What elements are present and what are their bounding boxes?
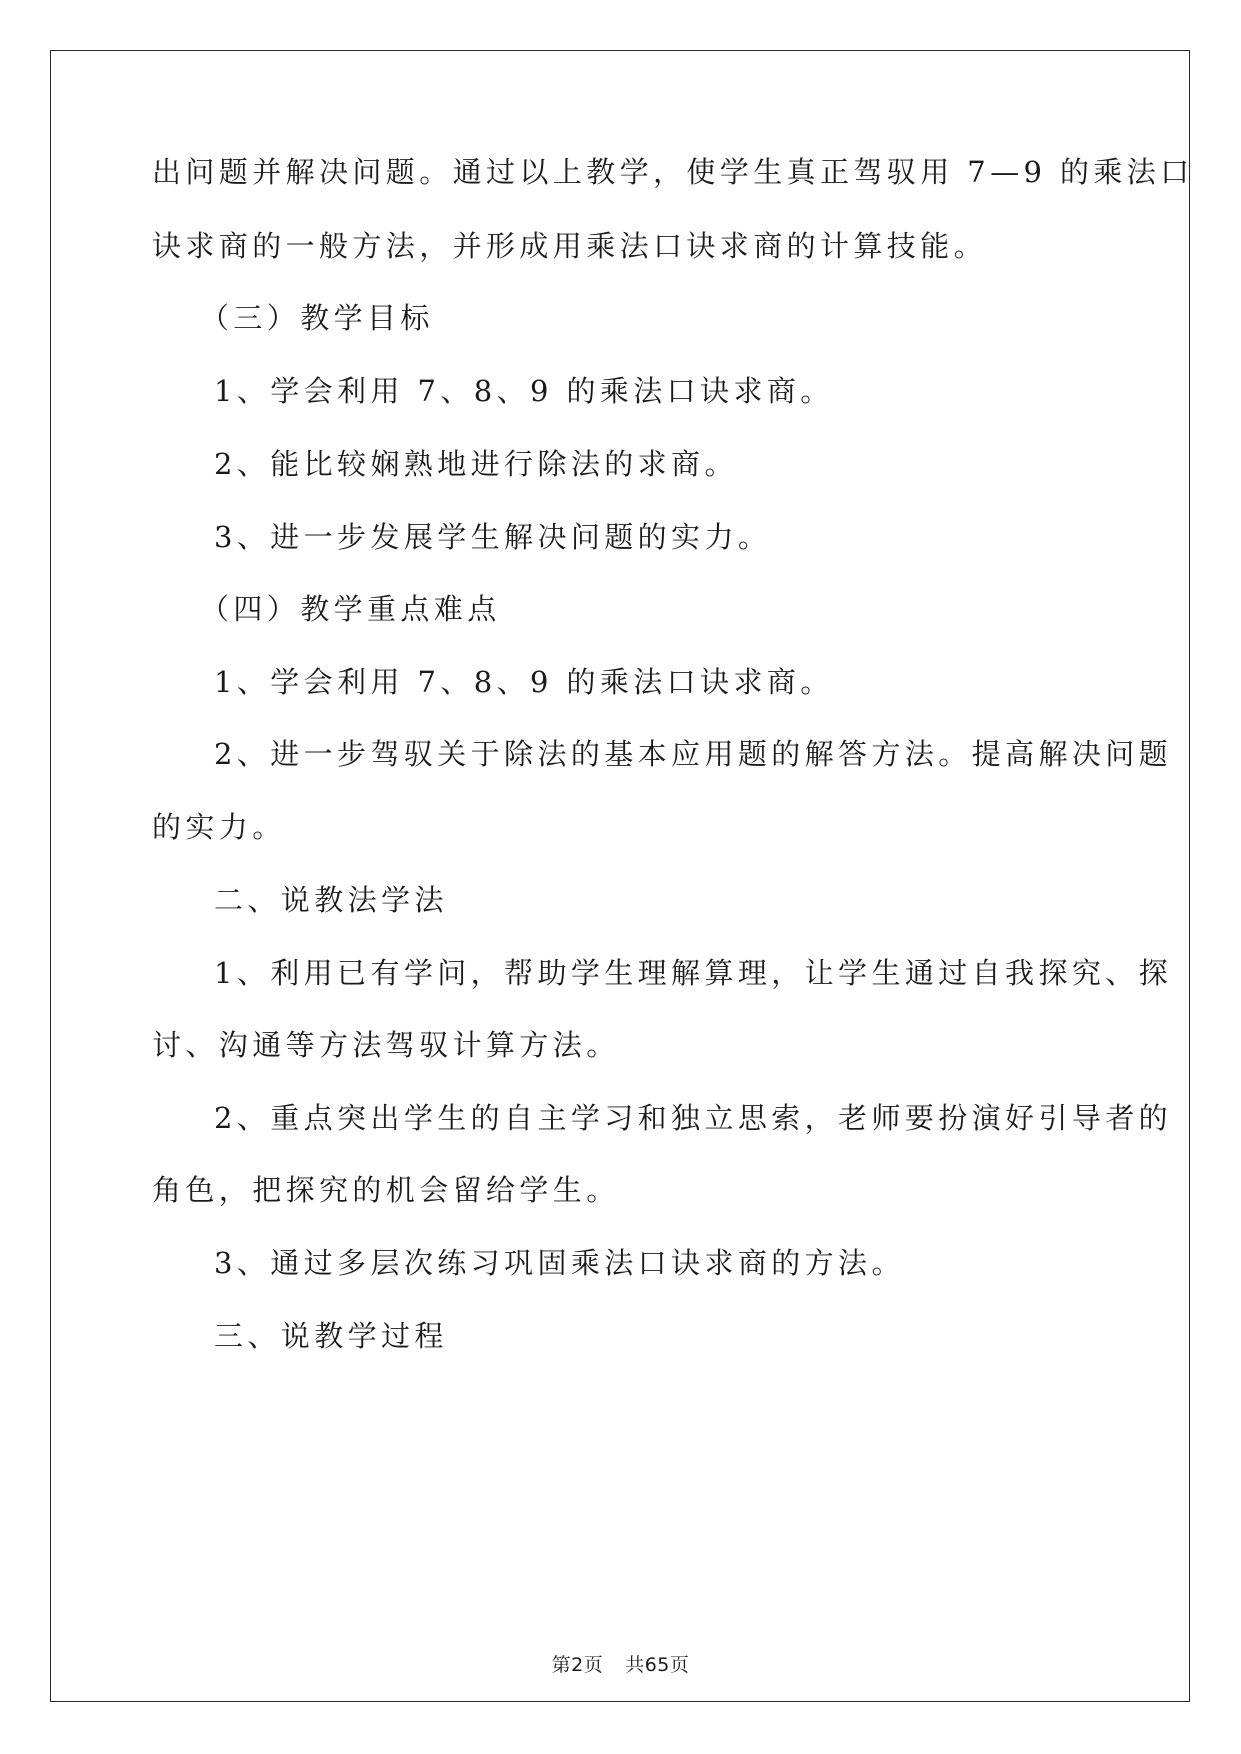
page-total: 65 <box>644 1654 670 1676</box>
page-prefix: 第 <box>551 1654 572 1676</box>
paragraph-line: 出问题并解决问题。通过以上教学，使学生真正驾驭用 7—9 的乘法口 <box>152 155 1194 189</box>
section-heading: 三、说教学过程 <box>214 1319 448 1353</box>
paragraph-line: 的实力。 <box>152 810 286 844</box>
paragraph-line: 角色，把探究的机会留给学生。 <box>152 1173 620 1207</box>
total-suffix: 页 <box>669 1654 690 1676</box>
total-prefix: 共 <box>625 1654 645 1676</box>
page-suffix: 页 <box>583 1654 604 1676</box>
paragraph-line: 诀求商的一般方法，并形成用乘法口诀求商的计算技能。 <box>152 229 988 263</box>
list-item: 1、学会利用 7、8、9 的乘法口诀求商。 <box>214 374 834 408</box>
page-footer <box>0 1650 1241 1677</box>
list-item: 3、通过多层次练习巩固乘法口诀求商的方法。 <box>214 1246 905 1280</box>
list-item: 1、学会利用 7、8、9 的乘法口诀求商。 <box>214 665 834 699</box>
section-heading: 二、说教法学法 <box>214 883 448 917</box>
list-item: 2、重点突出学生的自主学习和独立思索，老师要扮演好引导者的 <box>214 1101 1173 1135</box>
list-item: 1、利用已有学问，帮助学生理解算理，让学生通过自我探究、探 <box>214 956 1173 990</box>
list-item: 2、能比较娴熟地进行除法的求商。 <box>214 447 738 481</box>
paragraph-line: 讨、沟通等方法驾驭计算方法。 <box>152 1028 620 1062</box>
list-item: 3、进一步发展学生解决问题的实力。 <box>214 520 772 554</box>
list-item: 2、进一步驾驭关于除法的基本应用题的解答方法。提高解决问题 <box>214 737 1173 771</box>
page-current: 2 <box>571 1654 584 1676</box>
section-heading: （三）教学目标 <box>200 301 434 335</box>
section-heading: （四）教学重点难点 <box>200 592 501 626</box>
